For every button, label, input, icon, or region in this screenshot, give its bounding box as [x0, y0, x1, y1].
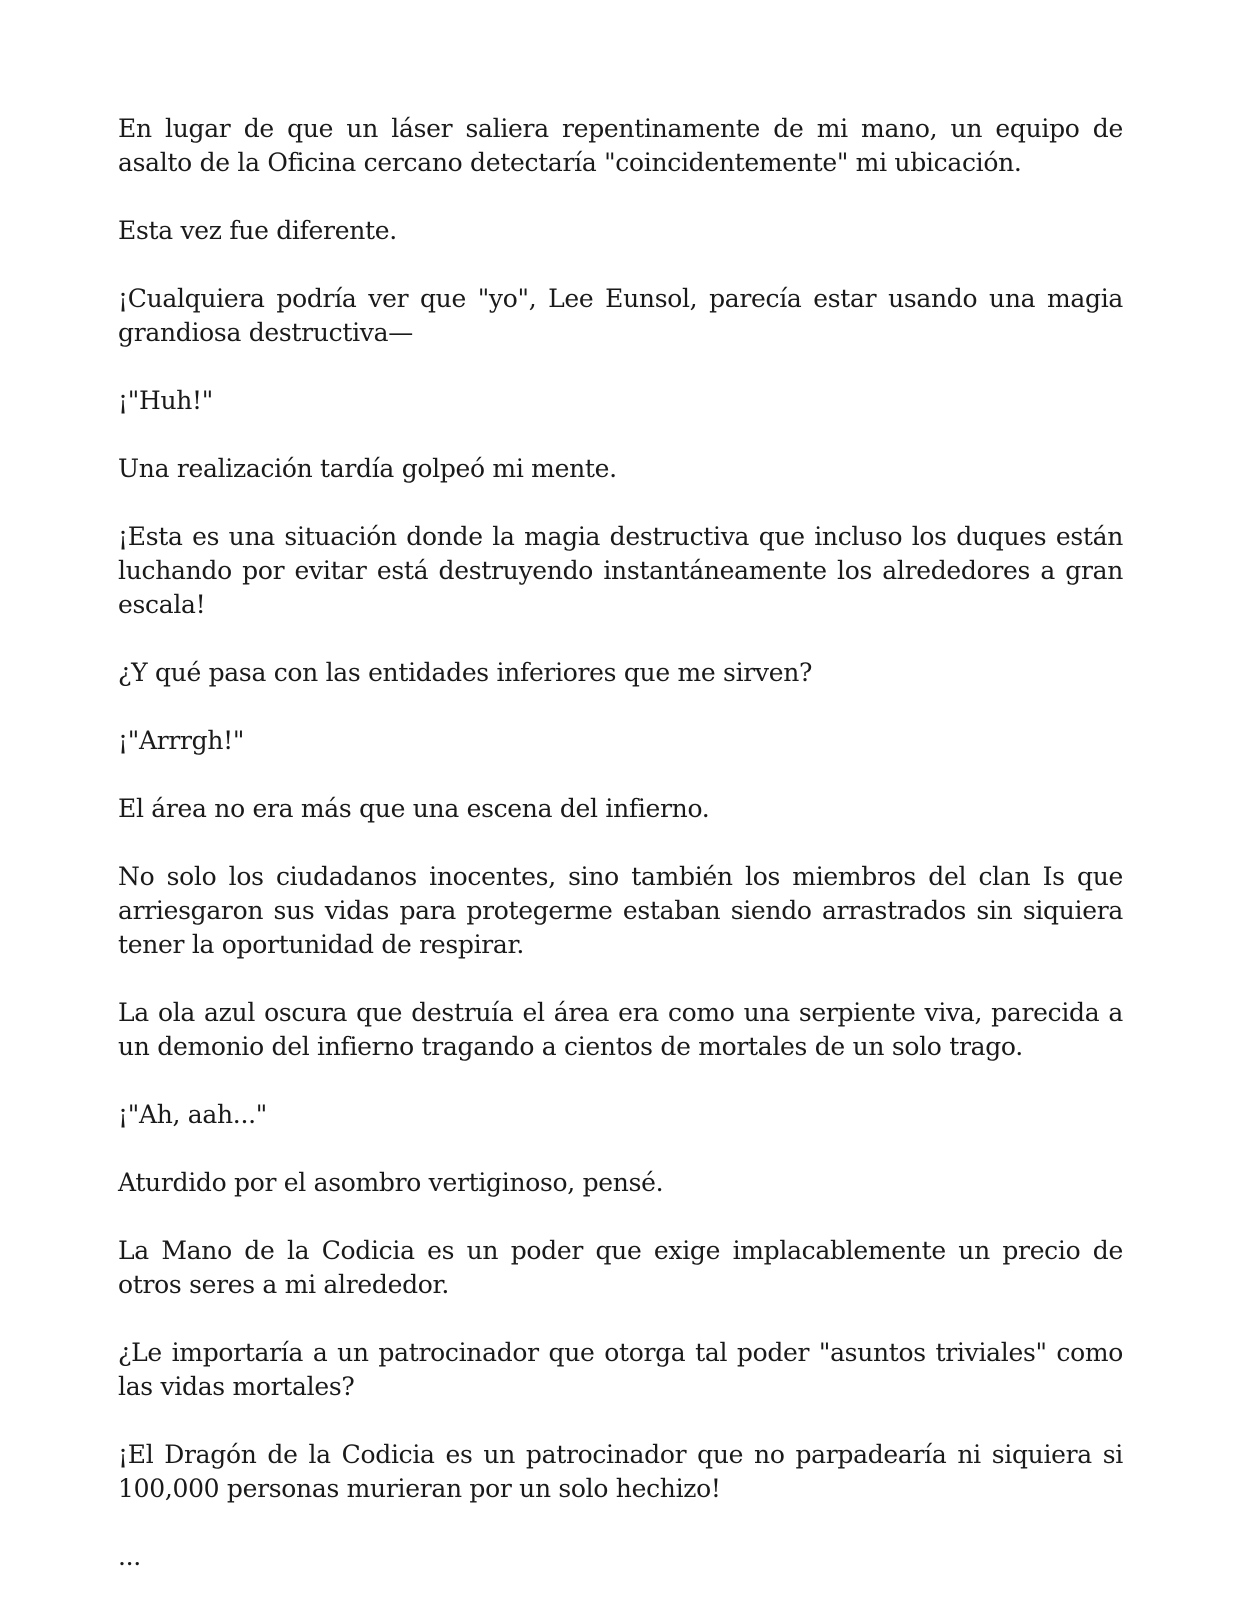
paragraph: Aturdido por el asombro vertiginoso, pensé. [118, 1168, 664, 1197]
paragraph: Una realización tardía golpeó mi mente. [118, 454, 617, 483]
paragraph: ¿Le importaría a un patrocinador que otorga tal poder "asuntos triviales" como las vidas mortales? [118, 1338, 1123, 1401]
paragraph: ¿Y qué pasa con las entidades inferiores que me sirven? [118, 658, 813, 687]
paragraph: La Mano de la Codicia es un poder que exige implacablemente un precio de otros seres a mi alrededor. [118, 1236, 1123, 1299]
paragraph: ¡"Ah, aah..." [118, 1100, 267, 1129]
paragraph: Esta vez fue diferente. [118, 216, 397, 245]
paragraph: ¡Cualquiera podría ver que "yo", Lee Eunsol, parecía estar usando una magia grandiosa destructiva— [118, 284, 1123, 347]
paragraph: ¡"Huh!" [118, 386, 213, 415]
paragraph: ¡El Dragón de la Codicia es un patrocinador que no parpadearía ni siquiera si 100,000 personas murieran por un solo hechizo! [118, 1440, 1123, 1503]
paragraph: ¡Esta es una situación donde la magia destructiva que incluso los duques están luchando por evitar está destruyendo instantáneamente los alrededores a gran escala! [118, 522, 1123, 619]
paragraph: El área no era más que una escena del infierno. [118, 794, 710, 823]
paragraph: No solo los ciudadanos inocentes, sino también los miembros del clan Is que arriesgaron sus vidas para protegerme estaban siendo arrastrados sin siquiera tener la oportunidad de respirar. [118, 862, 1123, 959]
document-page [118, 112, 1123, 1608]
paragraph: En lugar de que un láser saliera repentinamente de mi mano, un equipo de asalto de la Oficina cercano detectaría "coincidentemente" mi ubicación. [118, 114, 1123, 177]
paragraph: La ola azul oscura que destruía el área era como una serpiente viva, parecida a un demonio del infierno tragando a cientos de mortales de un solo trago. [118, 998, 1123, 1061]
paragraph: ... [118, 1542, 141, 1571]
paragraph: ¡"Arrrgh!" [118, 726, 245, 755]
